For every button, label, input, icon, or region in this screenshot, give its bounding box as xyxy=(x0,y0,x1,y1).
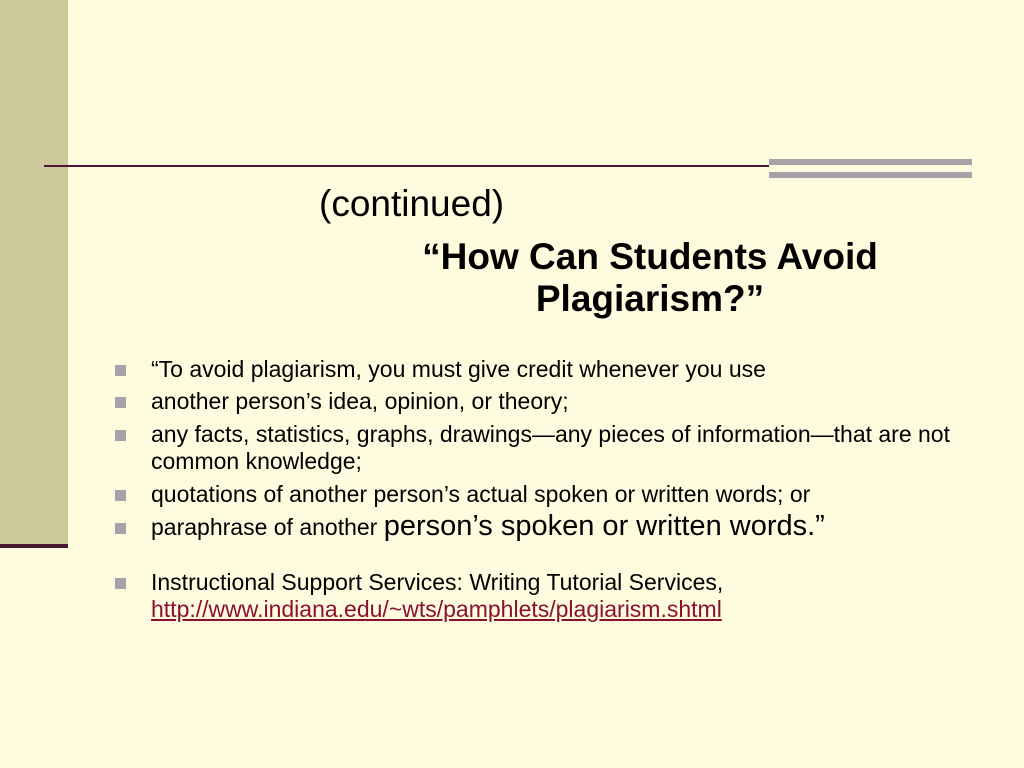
bullet-text: any facts, statistics, graphs, drawings—any pieces of information—that are not common knowledge; xyxy=(151,421,950,474)
square-bullet-icon xyxy=(115,365,126,376)
square-bullet-icon xyxy=(115,490,126,501)
source-link[interactable]: http://www.indiana.edu/~wts/pamphlets/plagiarism.shtml xyxy=(151,596,722,622)
decorative-gray-bar-bottom xyxy=(769,172,972,178)
bullet-item xyxy=(115,356,955,383)
bullet-text: quotations of another person’s actual spoken or written words; or xyxy=(151,481,811,507)
side-accent-line xyxy=(0,544,68,548)
bullet-item xyxy=(115,481,955,508)
bullet-text: “To avoid plagiarism, you must give credit whenever you use xyxy=(151,356,766,382)
side-decorative-bar xyxy=(0,0,68,548)
square-bullet-icon xyxy=(115,578,126,589)
title-rule-line xyxy=(44,165,769,167)
bullet-item xyxy=(115,510,955,542)
square-bullet-icon xyxy=(115,430,126,441)
bullet-text-large: person’s spoken or written words.” xyxy=(383,510,825,542)
square-bullet-icon xyxy=(115,397,126,408)
bullet-item xyxy=(115,388,955,415)
bullet-text: another person’s idea, opinion, or theory; xyxy=(151,388,569,414)
bullet-text-small: paraphrase of another xyxy=(151,514,384,540)
continued-label: (continued) xyxy=(319,183,505,224)
source-citation xyxy=(115,569,955,623)
source-text: Instructional Support Services: Writing Tutorial Services, xyxy=(151,569,724,595)
bullet-list xyxy=(115,356,955,623)
bullet-item xyxy=(115,421,955,475)
slide-title: “How Can Students Avoid Plagiarism?” xyxy=(422,236,878,319)
decorative-gray-bar-top xyxy=(769,159,972,165)
square-bullet-icon xyxy=(115,523,126,534)
